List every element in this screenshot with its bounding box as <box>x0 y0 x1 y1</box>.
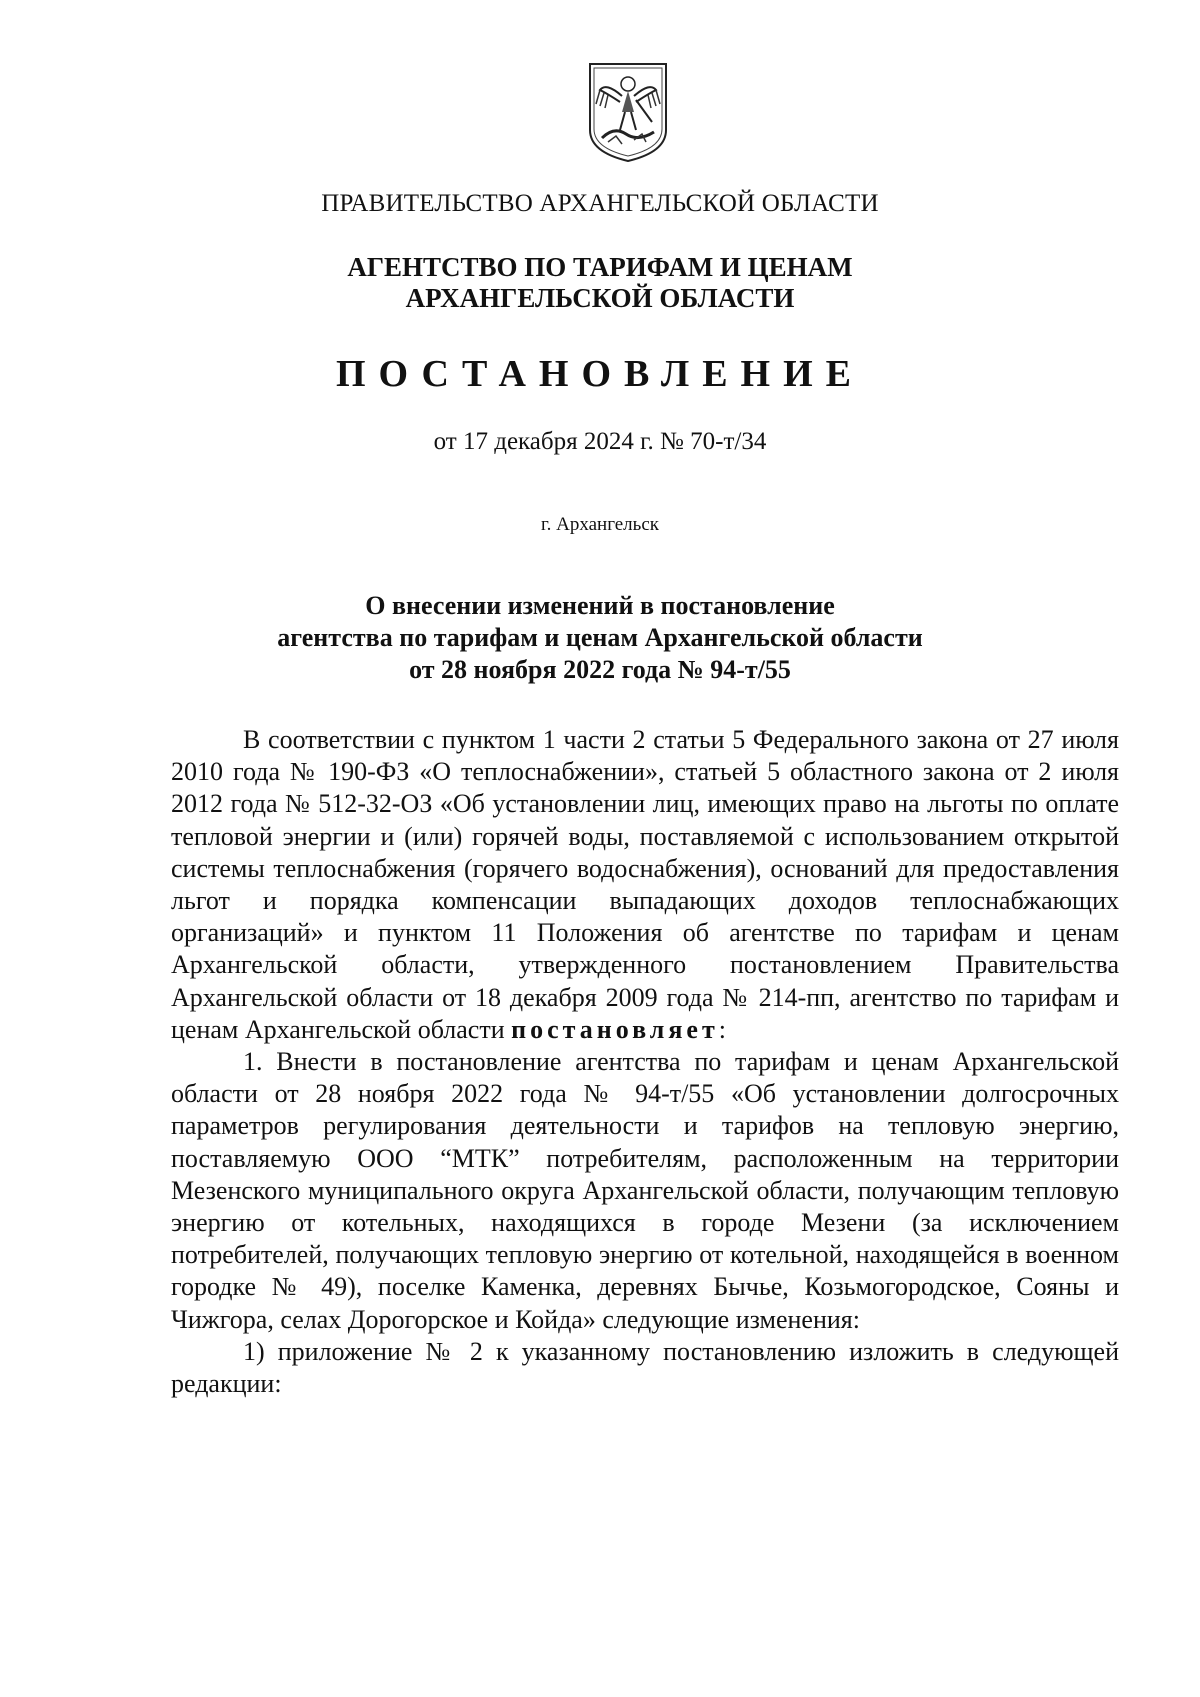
preamble-text: В соответствии с пунктом 1 части 2 статьи 5 Федерального закона от 27 июля 2010 года № 190-ФЗ «О теплоснабжении», статьей 5 областного закона от 2 июля 2012 года № 512-32-ОЗ «Об установлении лиц, имеющих право на льготы по оплате тепловой энергии и (или) горячей воды, поставляемой с использованием открытой системы теплоснабжения (горячего водоснабжения), оснований для предоставления льгот и порядка компенсации выпадающих доходов теплоснабжающих организаций» и пунктом 11 Положения об агентстве по тарифам и ценам Архангельской области, утвержденного постановлением Правительства Архангельской области от 18 декабря 2009 года № 214-пп, агентство по тарифам и ценам Архангельской области <box>171 725 1119 1044</box>
government-name: ПРАВИТЕЛЬСТВО АРХАНГЕЛЬСКОЙ ОБЛАСТИ <box>321 190 879 217</box>
preamble-paragraph <box>171 724 1119 1046</box>
document-subject <box>0 590 1200 686</box>
subject-line-1: О внесении изменений в постановление <box>365 591 835 620</box>
subitem-1-paragraph: 1) приложение № 2 к указанному постановлению изложить в следующей редакции: <box>171 1336 1119 1399</box>
subject-line-2: агентства по тарифам и ценам Архангельской области <box>277 623 923 652</box>
document-type-title: ПОСТАНОВЛЕНИЕ <box>335 353 865 395</box>
document-date-number: от 17 декабря 2024 г. № 70-т/34 <box>433 428 767 455</box>
agency-name <box>0 252 1200 314</box>
document-place: г. Архангельск <box>540 514 659 535</box>
decree-colon: : <box>718 1014 726 1044</box>
item-1-paragraph: 1. Внести в постановление агентства по тарифам и ценам Архангельской области от 28 ноября 2022 года № 94-т/55 «Об установлении долгосрочных параметров регулирования деятельности и тарифов на тепловую энергию, поставляемую ООО “МТК” потребителям, расположенным на территории Мезенского муниципального округа Архангельской области, получающим тепловую энергию от котельных, находящихся в городе Мезени (за исключением потребителей, получающих тепловую энергию от котельной, находящейся в военном городке № 49), поселке Каменка, деревнях Бычье, Козьмогородское, Сояны и Чижгора, селах Дорогорское и Койда» следующие изменения: <box>171 1047 1119 1334</box>
coat-of-arms-emblem <box>586 60 670 164</box>
decree-keyword: постановляет <box>511 1014 719 1044</box>
agency-name-line-2: АРХАНГЕЛЬСКОЙ ОБЛАСТИ <box>405 283 795 313</box>
document-body <box>171 724 1119 1400</box>
subject-line-3: от 28 ноября 2022 года № 94-т/55 <box>409 655 791 684</box>
agency-name-line-1: АГЕНТСТВО ПО ТАРИФАМ И ЦЕНАМ <box>347 252 853 282</box>
